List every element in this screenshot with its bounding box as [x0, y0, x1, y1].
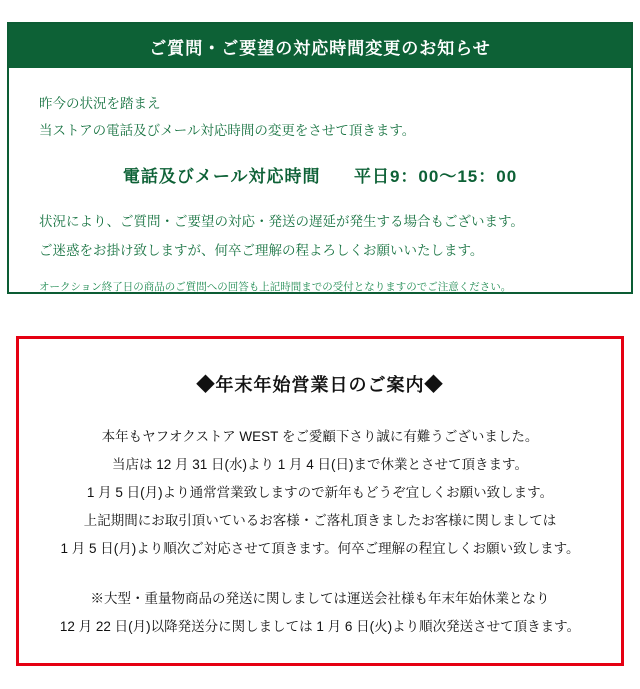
notice-body: [9, 68, 631, 295]
hours-value: 平日9：00〜15：00: [353, 167, 518, 186]
notice-line-1: 昨今の状況を踏まえ: [39, 96, 161, 111]
paragraph-spacer: [19, 563, 621, 585]
notice-header-title: ご質問・ご要望の対応時間変更のお知らせ: [149, 38, 491, 58]
holiday-line-1: 本年もヤフオクストア WEST をご愛顧下さり誠に有難うございました。: [101, 429, 539, 444]
shipping-line-2: 12 月 22 日(月)以降発送分に関しましては 1 月 6 日(火)より順次発送させて頂きます。: [59, 619, 581, 634]
holiday-line-3: 1 月 5 日(月)より通常営業致しますので新年もどうぞ宜しくお願い致します。: [86, 485, 554, 500]
holiday-line-4: 上記期間にお取引頂いているお客様・ご落札頂きましたお客様に関しましては: [83, 513, 557, 528]
hours-label: 電話及びメール対応時間: [122, 167, 321, 186]
holiday-line-5: 1 月 5 日(月)より順次ご対応させて頂きます。何卒ご理解の程宜しくお願い致します。: [60, 541, 580, 556]
year-end-holiday-notice: [16, 336, 624, 666]
holiday-line-2: 当店は 12 月 31 日(水)より 1 月 4 日(日)まで休業とさせて頂きます。: [112, 457, 528, 472]
holiday-notice-title: ◆年末年始営業日のご案内◆: [196, 375, 444, 395]
operating-hours-notice: [7, 22, 633, 294]
notice-header-banner: [9, 24, 631, 68]
hours-row: [39, 162, 601, 187]
notice-note-1: 状況により、ご質問・ご要望の対応・発送の遅延が発生する場合もございます。: [39, 214, 524, 229]
notice-small-print: オークション終了日の商品のご質問への回答も上記時間までの受付となりますのでご注意ください。: [39, 281, 512, 293]
notice-note-2: ご迷惑をお掛け致しますが、何卒ご理解の程よろしくお願いいたします。: [39, 243, 484, 258]
notice-line-2: 当ストアの電話及びメール対応時間の変更をさせて頂きます。: [39, 123, 416, 138]
holiday-notice-body: [19, 423, 621, 641]
shipping-line-1: ※大型・重量物商品の発送に関しましては運送会社様も年末年始休業となり: [90, 591, 550, 606]
